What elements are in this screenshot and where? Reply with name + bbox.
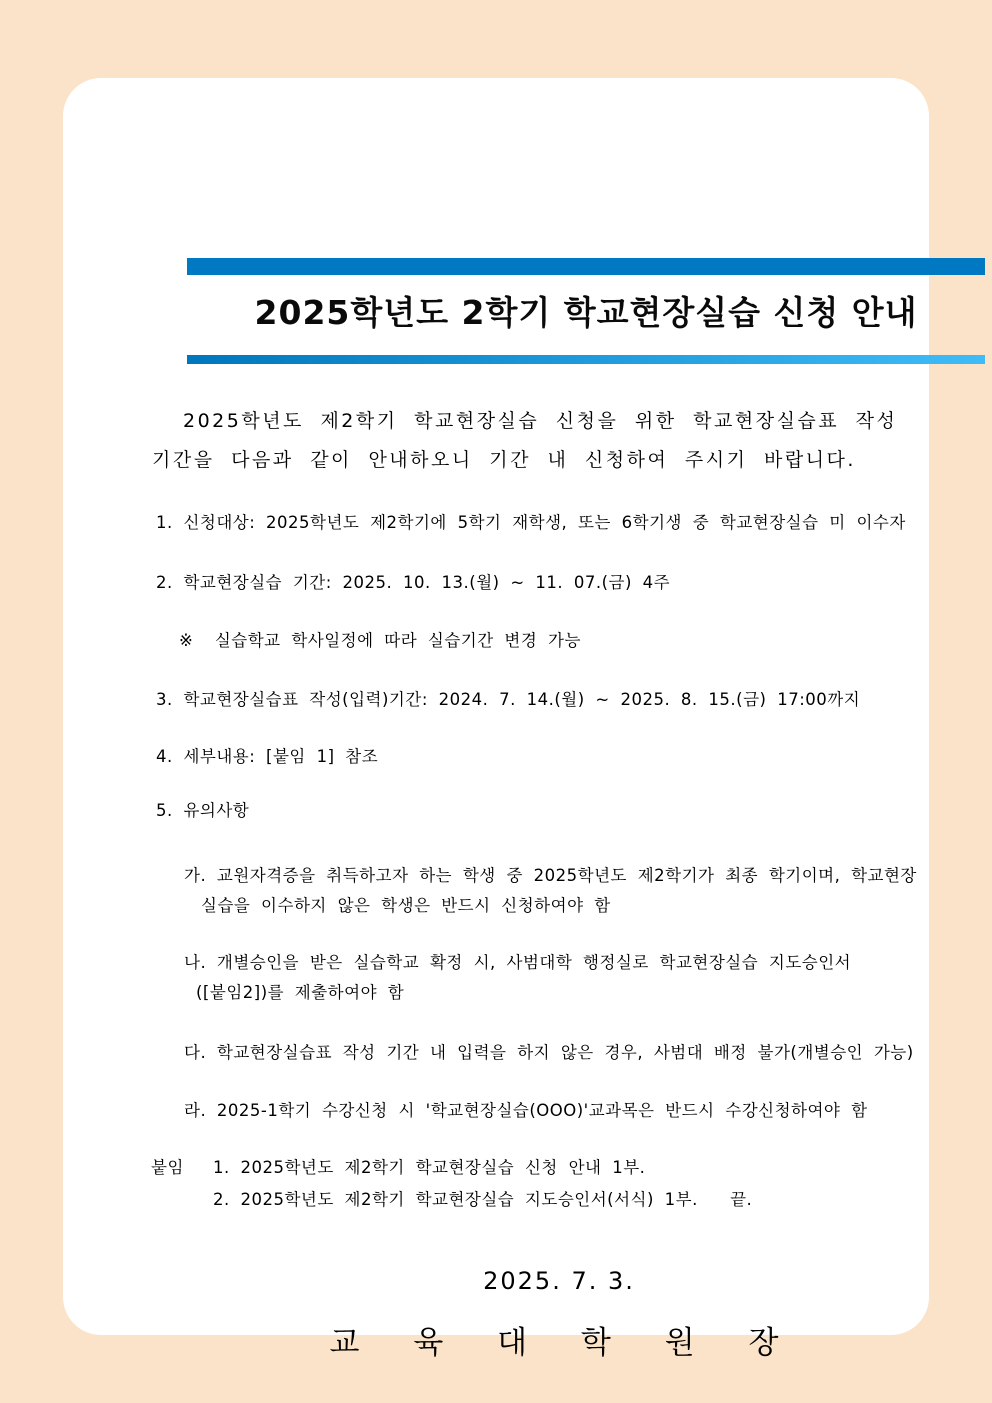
intro-paragraph-line1: 2025학년도 제2학기 학교현장실습 신청을 위한 학교현장실습표 작성 (183, 410, 898, 432)
intro-paragraph-line2: 기간을 다음과 같이 안내하오니 기간 내 신청하여 주시기 바랍니다. (152, 449, 856, 471)
signature-dean-of-graduate-school-of-education: 교 육 대 학 원 장 (329, 1325, 789, 1361)
caution-d: 라. 2025-1학기 수강신청 시 '학교현장실습(OOO)'교과목은 반드시 수강신청하여야 함 (184, 1101, 868, 1120)
notice-title: 2025학년도 2학기 학교현장실습 신청 안내 (254, 293, 918, 332)
attachments-label: 붙임 (151, 1158, 184, 1177)
notice-date: 2025. 7. 3. (483, 1267, 635, 1295)
item-5-cautions-heading: 5. 유의사항 (156, 801, 250, 820)
caution-a-line2: 실습을 이수하지 않은 학생은 반드시 신청하여야 함 (201, 896, 611, 915)
item-2-note: ※ 실습학교 학사일정에 따라 실습기간 변경 가능 (179, 631, 581, 650)
caution-c: 다. 학교현장실습표 작성 기간 내 입력을 하지 않은 경우, 사범대 배정 불가(개별승인 가능) (184, 1043, 914, 1062)
item-2-practice-period: 2. 학교현장실습 기간: 2025. 10. 13.(월) ~ 11. 07.(금) 4주 (156, 573, 671, 592)
item-4-details: 4. 세부내용: [붙임 1] 참조 (156, 747, 379, 766)
attachment-1: 1. 2025학년도 제2학기 학교현장실습 신청 안내 1부. (213, 1158, 646, 1177)
title-gradient-bar (187, 355, 985, 364)
caution-a-line1: 가. 교원자격증을 취득하고자 하는 학생 중 2025학년도 제2학기가 최종 학기이며, 학교현장 (184, 866, 917, 885)
caution-b-line2: ([붙임2])를 제출하여야 함 (196, 983, 405, 1002)
item-1-applicants: 1. 신청대상: 2025학년도 제2학기에 5학기 재학생, 또는 6학기생 중 학교현장실습 미 이수자 (156, 513, 906, 532)
notice-card (63, 78, 929, 1361)
attachment-2: 2. 2025학년도 제2학기 학교현장실습 지도승인서(서식) 1부. 끝. (213, 1190, 753, 1209)
item-3-entry-period: 3. 학교현장실습표 작성(입력)기간: 2024. 7. 14.(월) ~ 2025. 8. 15.(금) 17:00까지 (156, 690, 861, 709)
title-top-bar (187, 258, 985, 275)
caution-b-line1: 나. 개별승인을 받은 실습학교 확정 시, 사범대학 행정실로 학교현장실습 지도승인서 (184, 953, 852, 972)
